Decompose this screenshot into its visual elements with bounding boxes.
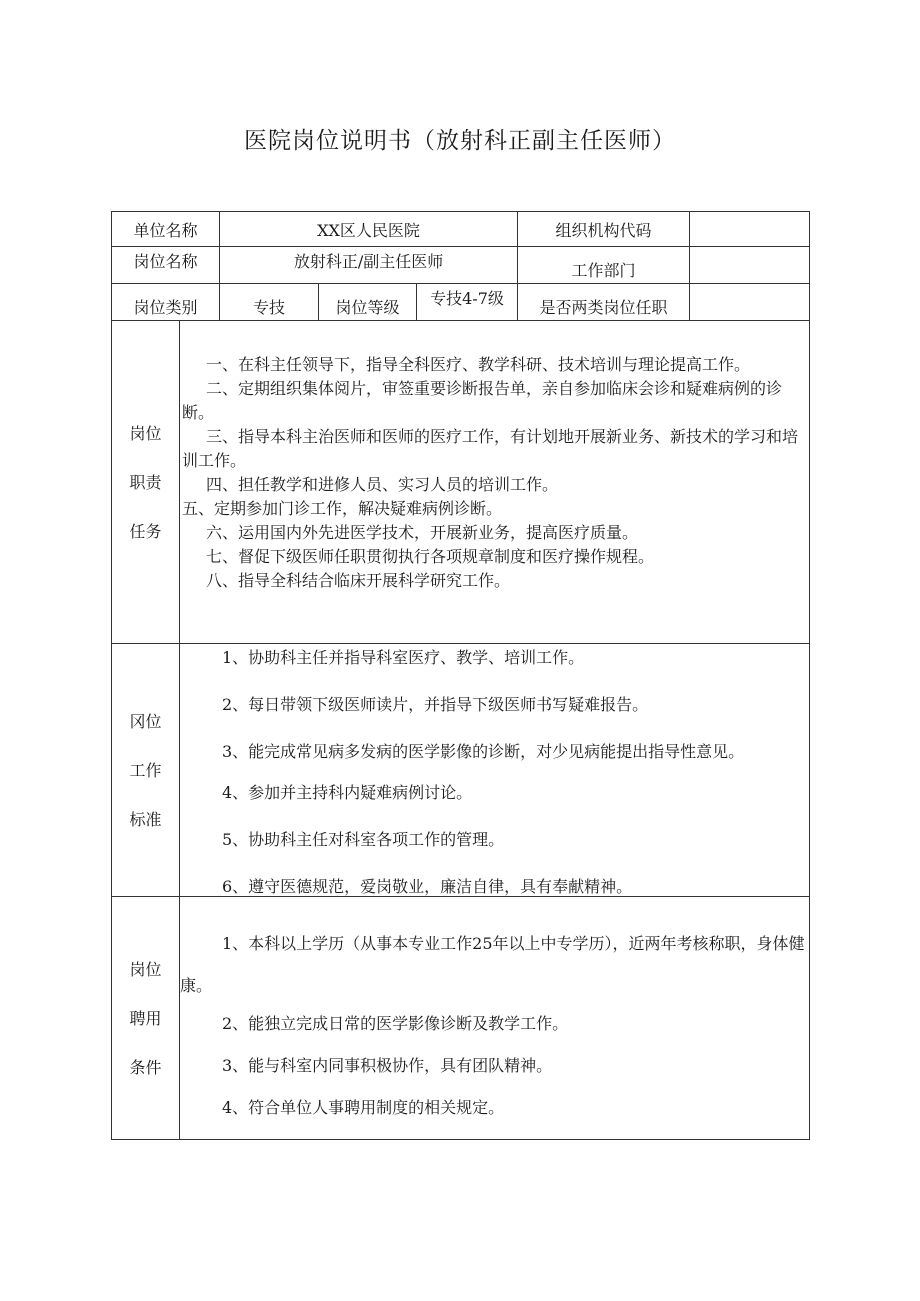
post-grade-value: 专技4-7级 <box>417 284 518 321</box>
row-standards <box>112 644 810 897</box>
row-unit <box>112 212 810 247</box>
requirements-content <box>180 897 810 1140</box>
page-title: 医院岗位说明书（放射科正副主任医师） <box>244 128 676 154</box>
duty-item: 五、定期参加门诊工作，解决疑难病例诊断。 <box>182 499 503 518</box>
standards-side-label <box>112 644 180 897</box>
duty-item: 四、担任教学和进修人员、实习人员的培训工作。 <box>206 475 559 494</box>
duties-side-label <box>112 321 180 644</box>
row-requirements <box>112 897 810 1140</box>
dept-value <box>690 247 810 284</box>
duty-item: 七、督促下级医师任职贯彻执行各项规章制度和医疗操作规程。 <box>206 547 655 566</box>
standard-item: 5、协助科主任对科室各项工作的管理。 <box>222 830 505 849</box>
requirement-item: 2、能独立完成日常的医学影像诊断及教学工作。 <box>222 1014 569 1033</box>
standard-item: 3、能完成常见病多发病的医学影像的诊断，对少见病能提出指导性意见。 <box>222 742 745 761</box>
standard-item: 6、遵守医德规范，爱岗敬业，廉洁自律，具有奉献精神。 <box>222 877 633 896</box>
requirement-item: 1、本科以上学历（从事本专业工作25年以上中专学历），近两年考核称职，身体健康。 <box>180 934 805 995</box>
post-grade-label: 岗位等级 <box>319 284 417 321</box>
duties-side-line: 岗位 <box>129 423 162 443</box>
requirement-item: 4、符合单位人事聘用制度的相关规定。 <box>222 1098 505 1117</box>
duties-content <box>180 321 810 644</box>
dual-post-value <box>690 284 810 321</box>
row-post <box>112 247 810 284</box>
post-name-label: 岗位名称 <box>112 247 220 284</box>
org-code-value <box>690 212 810 247</box>
duty-item: 八、指导全科结合临床开展科学研究工作。 <box>206 571 511 590</box>
unit-name-value: XX区人民医院 <box>220 212 518 247</box>
standard-item: 2、每日带领下级医师读片，并指导下级医师书写疑难报告。 <box>222 695 649 714</box>
duty-item: 二、定期组织集体阅片，审签重要诊断报告单，亲自参加临床会诊和疑难病例的诊断。 <box>182 379 783 422</box>
requirements-side-line: 岗位 <box>129 959 162 979</box>
row-duties <box>112 321 810 644</box>
duties-side-line: 职责 <box>129 472 162 492</box>
post-name-value: 放射科正/副主任医师 <box>220 247 518 284</box>
standards-side-line: 标准 <box>129 809 162 829</box>
post-category-value: 专技 <box>220 284 319 321</box>
requirement-item: 3、能与科室内同事积极协作，具有团队精神。 <box>222 1056 553 1075</box>
duty-item: 三、指导本科主治医师和医师的医疗工作，有计划地开展新业务、新技术的学习和培训工作。 <box>182 427 799 470</box>
requirements-side-line: 聘用 <box>129 1008 162 1028</box>
standards-content <box>180 644 810 897</box>
standard-item: 4、参加并主持科内疑难病例讨论。 <box>222 783 473 802</box>
duty-item: 一、在科主任领导下，指导全科医疗、教学科研、技术培训与理论提高工作。 <box>206 355 751 374</box>
requirements-side-label <box>112 897 180 1140</box>
unit-name-label: 单位名称 <box>112 212 220 247</box>
job-description-table <box>111 211 810 1140</box>
row-category <box>112 284 810 321</box>
duties-side-line: 任务 <box>129 521 162 541</box>
standards-side-line: 工作 <box>129 760 162 780</box>
dept-label: 工作部门 <box>518 247 690 284</box>
standards-side-line: 冈位 <box>129 711 162 731</box>
org-code-label: 组织机构代码 <box>518 212 690 247</box>
standard-item: 1、协助科主任并指导科室医疗、教学、培训工作。 <box>222 648 585 667</box>
requirements-side-line: 条件 <box>129 1057 162 1077</box>
duty-item: 六、运用国内外先进医学技术，开展新业务，提高医疗质量。 <box>206 523 639 542</box>
post-category-label: 岗位类别 <box>112 284 220 321</box>
dual-post-label: 是否两类岗位任职 <box>518 284 690 321</box>
